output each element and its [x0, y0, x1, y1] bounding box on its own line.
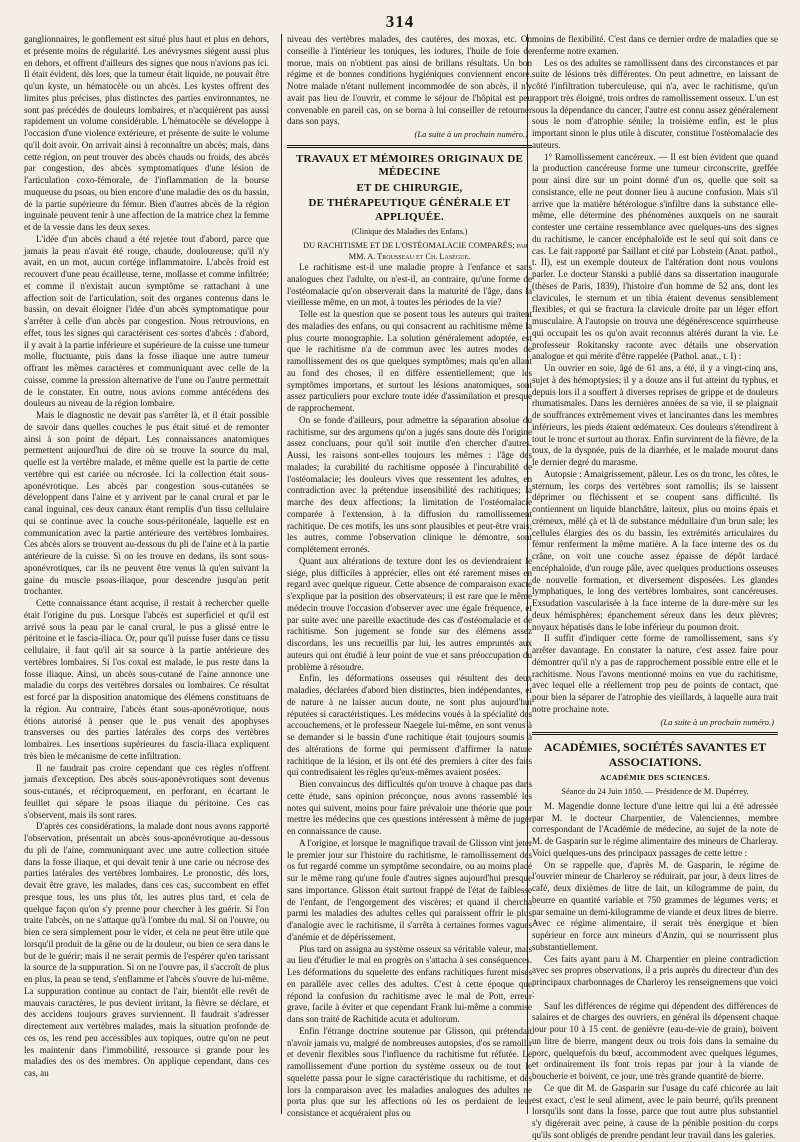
column-2: [287, 34, 532, 1119]
col3-paragraph-1: moins de flexibilité. C'est dans ce dernier ordre de maladies que se renferme notre examen.: [532, 34, 778, 56]
academies-divider: [532, 732, 778, 735]
col2-paragraph-3: On se fonde d'ailleurs, pour admettre la séparation absolue du rachitisme, sur des argumens qu'on a jugés sans doute dès l'origine assez concluans, pour qu'il soit inutile d'en chercher d'autres. Aussi, les raisons sont-elles toujours les mêmes : l'âge des malades; la curabilité du rachitisme opposée à l'incurabilité de l'ostéomalacie; les douleurs vives que ressentent les adultes, en contradiction avec la prétendue insensibilité des rachitiques; la marche des deux affections; la limitation de l'ostéomalacie comparée à l'extension, à la diffusion du ramollissement rachitique. De ces motifs, les uns sont plausibles et peut-être vrais; les autres, comme l'observation clinique le démontre, sont complétement erronés.: [287, 414, 532, 554]
col2-continuation: niveau des vertèbres malades, des cautères, des moxas, etc. On conseille à l'intérieur les toniques, les iodures, l'huile de foie de morue, mais on n'obtient pas ainsi de brillans résultats. Un bon régime et de bonnes conditions hygiéniques conviennent encore. Notre malade n'étant nullement incommodée de son abcès, il n'y avait pas lieu de l'ouvrir, et comme le séjour de l'hôpital est peu convenable en pareil cas, on se borna à lui conseiller de retourner dans son pays.: [287, 34, 532, 127]
col1-paragraph-6: D'après ces considérations, la malade dont nous avons rapporté l'observation, présentait un abcès sous-aponévrotique au-dessous du pli de l'aine, communiquant avec une autre collection située dans la fosse iliaque, et qui devait tenir à une carie ou nécrose des parties latérales des vertèbres lombaires. Le pronostic, dès lors, devait être grave, les malades, dans ces cas, succombent en effet presque tous, les uns plus tôt, les autres plus tard, et cela de quelque façon qu'on s'y prenne pour chercher à les guérir. Si l'on traite l'abcès, on ne s'attaque qu'à l'ombre du mal. Si on l'ouvre, ou bien ce sera simplement pour le vider, et cela ne peut être utile que lorsqu'il produit de la gêne ou de la douleur, ou bien ce sera dans le but de le guérir; mais il ne serait permis de l'espérer qu'en tarissant la source de la suppuration. Si on ne l'ouvre pas, il s'accroît de plus en plus, la peau se tend, s'enflamme et l'abcès s'ouvre de lui-même. La suppuration continue au contact de l'air, bientôt elle revêt de mauvais caractères, le pus devient irritant, la fièvre se déclare, et des accidens toujours graves surviennent. Il faudrait s'adresser directement aux vertèbres malades, mais la situation profonde de ces os, les rend peu accessibles aux topiques, outre qu'on ne peut les maintenir dans l'immobilité, ressource si grande pour les maladies des os des membres. On applique cependant, dans ces cas, au: [24, 821, 269, 1078]
column-3: [532, 34, 778, 1140]
section-divider: [287, 145, 532, 148]
col2-paragraph-4: Quant aux altérations de texture dont les os deviendraient le siége, plus difficiles à apprécier, elles ont été rarement mises en regard avec quelque rigueur. Cette absence de comparaison exacte s'explique par la position des observateurs; il est rare que le même médecin trouve l'occasion d'observer avec une égale fréquence, et par suite avec une pareille exactitude des cas d'ostéomalacie et de rachitisme. Son jugement se fonde sur des élémens assez discordans, les uns recueillis par lui, les autres empruntés aux auteurs qui ont étudié à leur point de vue et sans préoccupation du problème à résoudre.: [287, 555, 532, 672]
col3b-paragraph-2: On se rappelle que, d'après M. de Gasparin, le régime de l'ouvrier mineur de Charleroy se réduirait, par jour, à deux litres de café, deux dixièmes de litre de lait, un kilogramme de pain, du beurre en quantité variable et 750 grammes de légumes verts; et par semaine un demi-kilogramme de viande et deux litres de bierre. Avec ce régime alimentaire, il serait très énergique et bien supérieur en force aux mineurs d'Anzin, qui se nourrissent plus substantiellement.: [532, 859, 778, 952]
academie-des-sciences-heading: ACADÉMIE DES SCIENCES.: [600, 773, 710, 783]
col1-paragraph-3: Mais le diagnostic ne devait pas s'arrêter là, et il était possible de savoir dans quelles couches le pus était situé et de remonter ainsi à son point de départ. Les connaissances anatomiques permettent aujourd'hui de dire où se trouve la source du mal, quelle est la vertèbre malade, et même quelle est la partie de cette vertèbre qui est cariée ou nécrosée. Ici la collection était sous-aponévrotique. Les abcès par congestion sous-cutanées se développent dans l'aine et y arrivent par le canal crural et par le canal inguinal, ces deux canaux étant remplis d'un tissu cellulaire qui se continue avec la couche sous-péritonéale, laquelle est en communication avec la partie antérieure des vertèbres lombaires. Ces abcès alors se trouvent au-dessous du pli de l'aine et à la partie antérieure de la cuisse. Si on les trouve en dedans, ils sont sous-aponévrotiques, car ils ne peuvent être venus là qu'en suivant la gaine du muscle psoas-iliaque, pour descendre jusqu'au petit trochanter.: [24, 410, 269, 597]
col3-to-be-continued: (La suite à un prochain numéro.): [660, 716, 774, 727]
col3-paragraph-5: Autopsie : Amaigrissement, pâleur. Les os du tronc, les côtes, le sternum, les corps des vertèbres sont ramollis; ils se laissent déprimer ou fléchissent et se coupent sans difficulté. Ils contiennent un liquide blanchâtre, laiteux, plus ou moins épais et crémeux, mêlé çà et là de substance médullaire d'un brun sale; les cellules élargies des os du bassin, les extrémités articulaires du fémur renferment la même matière. A la face interne des os du crâne, on voit une couche assez épaisse de dépôt lardacé encéphaloïde, d'un rouge pâle, avec quelques productions osseuses de nouvelle formation, et diversement disposées. Les glandes lymphatiques, le long des vertèbres lombaires, sont cancéreuses. Exsudation vascularisée à la face interne de la dure-mère sur les deux hémisphères; épanchement séreux dans les deux plèvres; noyaux hépatisés dans le lobe inférieur du poumon droit.: [532, 468, 778, 632]
col3b-paragraph-4: Sauf les différences de régime qui dépendent des différences de salaires et de charges des ouvriers, en général ils dépensent chaque jour pour 10 à 15 cent. de genièvre (eau-de-vie de grain), boivent un litre de bierre, mangent deux ou trois fois dans la semaine du porc, quelquefois du bœuf, accommodent avec quelques légumes, et ordinairement ils font trois repas par jour à la viande de boucherie et boivent, ce jour, une très grande quantité de bierre.: [532, 1000, 778, 1081]
col2-paragraph-9: Enfin l'étrange doctrine soutenue par Glisson, qui prétendait n'avoir jamais vu, malgré de nombreuses autopsies, d'os se ramollir et devenir flexibles sous l'influence du rachitisme fut réfutée. Le ramollissement d'une portion du système osseux ou de tout le squelette passa pour le signe caractéristique du rachitisme, et dès lors la comparaison avec les maladies analogues des adultes ne porta plus que sur les affections où les os perdaient de leur consistance et acquéraient plus ou: [287, 1025, 532, 1118]
seance-line: Séance du 24 Juin 1850. — Présidence de M. Dupérrey.: [561, 787, 749, 796]
col3b-paragraph-5: Ce que dit M. de Gasparin sur l'usage du café chicorée au lait est exact, c'est le seul aliment, avec le pain beurré, qu'ils prennent lorsqu'ils sont dans la fosse, parce que tout autre plus substantiel s'y digérerait avec peine, à cause de la pénible position du corps qu'ils sont obligés de prendre pendant leur travail dans les galeries.: [532, 1082, 778, 1140]
column-rule-left: [281, 34, 282, 1114]
col3-paragraph-3: 1° Ramollissement cancéreux. — Il est bien évident que quand la production cancéreuse forme une tumeur circonscrite, greffée pour ainsi dire sur un point donné d'un os, quelle que soit sa consistance, elle ne peut donner lieu à aucune confusion. Mais s'il arrive que la matière hétérologue s'infiltre dans la substance elle-même, elle détermine des phénomènes auxquels on ne saurait contester une certaine ressemblance avec quelques-uns des signes du rachitisme, le cancer encéphaloïde est le seul qui soit dans ce cas. Le fait rapporté par Saillant et cité par Lobstein (Anat. pathol., t. II), est un exemple douteux de l'altération dont nous voulons parler. Le docteur Stanski a publié dans sa dissertation inaugurale (thèses de Paris, 1839), l'histoire d'un homme de 52 ans, dont les clavicules, le sternum et un tibia étaient devenus sensiblement flexibles, et qui se fractura la clavicule droite par un léger effort musculaire. A l'autopsie on trouva une dégénérescence squirrheuse qui occupait les os qu'on avait reconnus altérés durant la vie. Le professeur Rokitansky raconte avec détails une observation analogue et qui mérite d'être rappelée (Pathol. anat., t. I) :: [532, 151, 778, 362]
col2-paragraph-8: Plus tard on assigna au système osseux sa véritable valeur, mais au lieu d'étudier le mal en progrès on s'attacha à ses conséquences. Les déformations du squelette des enfans rachitiques furent mises en parallèle avec celles des adultes. C'est à cette époque que répond la confusion du rachitisme avec le mal de Pott, erreur grave, facile à éviter et que cependant Frank lui-même a commise dans son traité de Rachitide acuta et adultorum.: [287, 943, 532, 1024]
col1-paragraph-2: L'idée d'un abcès chaud a été rejetée tout d'abord, parce que jamais la peau n'avait été rouge, chaude, douloureuse; qu'il n'y avait, en un mot, aucun cortége inflammatoire. L'abcès froid est recouvert d'une peau écailleuse, terne, mollasse et comme infiltrée; et comme il n'existait aucun symptôme se rattachant à une affection soit de l'articulation, soit des organes contenus dans le bassin, on devait éloigner l'idée d'un abcès symptomatique pour s'arrêter à celle d'un abcès par congestion. Nous retrouvions, en effet, tous les signes qui caractérisent ces sortes d'abcès : d'abord, il y avait à la partie inférieure et supérieure de la cuisse une tumeur molle, fluctuante, puis dans la fosse iliaque une autre tumeur offrant les mêmes caractères et communiquant avec celle de la cuisse, comme la pression alternative de l'une ou l'autre permettait de le constater. En outre, nous avions comme antécédens des douleurs au niveau de la région lombaire.: [24, 233, 269, 409]
section-title-line-1: TRAVAUX ET MÉMOIRES ORIGINAUX DE MÉDECINE: [295, 152, 524, 179]
academies-title: ACADÉMIES, SOCIÉTÉS SAVANTES ET ASSOCIATIONS.: [543, 740, 767, 770]
col1-paragraph-1: ganglionnaires, le gonflement est situé plus haut et plus en dehors, et présente moins de régularité. Les anévrysmes siégent aussi plus en dehors, et offrent d'ailleurs des signes que nous n'avions pas ici. Il était évident, dès lors, que la tumeur était liquide, ne pouvait être qu'un kyste, un hématocèle ou un abcès. Les kystes offrent des limites plus précises, plus distinctes des parties environnantes, ne sont pas précédés de douleurs lombaires, et n'acquièrent pas aussi rapidement un volume considérable. L'hématocèle se développe à l'occasion d'une violence extérieure, et présente de suite le volume qu'il doit avoir. On arrivait ainsi à reconnaître un abcès; mais, dans cette région, on peut trouver des abcès chauds ou froids, des abcès par congestion, des abcès symptomatiques d'une lésion de l'articulation coxo-fémorale, de l'inflammation de la bourse muqueuse du psoas, ou bien encore d'une maladie des os du bassin, de la partie supérieure du fémur. Bien d'autres abcès de la région inguinale peuvent tenir à une affection de la matrice chez la femme et de la vessie dans les deux sexes.: [24, 34, 269, 232]
col2-paragraph-7: A l'origine, et lorsque le magnifique travail de Glisson vint jeter le premier jour sur l'histoire du rachitisme, le ramollissement des os fut regardé comme un symptôme secondaire, ou au moins placé sur le même rang qu'une foule d'autres signes aujourd'hui presque sans importance. Glisson était surtout frappé de l'état de faiblesse de l'enfant, de l'engorgement des viscères; et quand il chercha parmi les maladies des adultes celles qui paraissent offrir le plus d'analogie avec le rachitisme, il s'arrêta à certaines formes vagues d'anémie et de dépérissement.: [287, 837, 532, 942]
col1-paragraph-4: Cette connaissance étant acquise, il restait à rechercher quelle était l'origine du pus. Lorsque l'abcès est superficiel et qu'il est arrivé sous la peau par le canal crural, le pus a glissé entre le péritoine et le fascia-iliaca. Or, pour qu'il puisse fuser dans ce tissu cellulaire, il faut qu'il ait sa source à la partie antérieure des vertèbres lombaires. Si l'os coxal est malade, le pus reste dans la fosse iliaque. Ainsi, un abcès sous-cutané de l'aine annonce une maladie du corps des vertèbres dorsales ou lombaires. Ce résultat est forcé par la disposition anatomique des élémens constituans de la région. Au contraire, l'abcès étant sous-aponévrotique, nous étions autorisé à penser que le pus venait des apophyses transverses ou des parties latérales des corps des vertèbres lombaires. Les insertions supérieures du fascia-iliaca expliquent très bien le mécanisme de cette infiltration.: [24, 598, 269, 761]
col2-to-be-continued: (La suite à un prochain numéro.): [414, 129, 528, 139]
col3-paragraph-2: Les os des adultes se ramollissent dans des circonstances et par suite de lésions très différentes. On peut admettre, en laissant de côté l'infiltration tuberculeuse, qui n'a, avec le rachitisme, qu'un rapport très éloigné, trois ordres de ramollissement osseux. L'un est sous la dépendance du cancer, l'autre est connu assez généralement sous le nom d'atrophie sénile; la troisième enfin, est le plus important sinon le plus utile à discuter, constitue l'ostéomalacie des auteurs.: [532, 57, 778, 150]
col1-paragraph-5: Il ne faudrait pas croire cependant que ces règles n'offrent jamais d'exception. Des abcès sous-aponévrotiques sont devenus sous-cutanés, et réciproquement, en perforant, en écartant le feuillet qui sépare le psoas iliaque du péritoine. Ces cas s'observent, mais ils sont rares.: [24, 762, 269, 820]
article-title: DU RACHITISME ET DE L'OSTÉOMALACIE COMPARÉS; par MM. A. Trousseau et Ch. Lasègue.: [303, 241, 528, 261]
col3-paragraph-4: Un ouvrier en soie, âgé de 61 ans, a été, il y a vingt-cinq ans, sujet à des hémoptysies; il y a douze ans il fut atteint du typhus, et depuis lors il a souffert à diverses reprises de grippe et de douleurs rhumatismales. Dans les dernières années de sa vie, il se plaignait de souffrances extrêmement vives et lancinantes dans les membres inférieurs, les pieds étaient œdémateux. Ces douleurs s'étendirent à tout le tronc et surtout au thorax. Enfin survinrent de la fièvre, de la toux, de la dyspnée, puis de la diarrhée, et le malade mourut dans le dernier degré du marasme.: [532, 363, 778, 467]
col3b-paragraph-3: Ces faits ayant paru à M. Charpentier en pleine contradiction avec ses propres observations, il a pris auprès du directeur d'un des principaux charbonnages de Charleroy les renseignemens que voici :: [532, 953, 778, 999]
section-title-line-2: ET DE CHIRURGIE,: [356, 181, 463, 194]
col3-paragraph-6: Il suffit d'indiquer cette forme de ramollissement, sans s'y arrêter davantage. En constater la nature, c'est assez faire pour démontrer qu'il n'y a pas de rapprochement possible entre elle et le rachitisme. Nous l'avons mentionné moins en vue du rachitisme, avec lequel elle a réellement trop peu de points de contact, que pour bien la séparer de l'atrophie des vieillards, à laquelle aura trait notre prochaine note.: [532, 633, 778, 714]
col2-paragraph-6: Bien convaincus des difficultés qu'on trouve à chaque pas dans cette étude, sans opinion préconçue, nous avons rassemblé les notes qui suivent, moins pour faire prévaloir une théorie que pour mettre les médecins que ces questions intéressent à même de juger en connaissance de cause.: [287, 779, 532, 836]
col2-paragraph-5: Enfin, les déformations osseuses qui résultent des deux maladies, déclarées d'abord bien distinctes, bien indépendantes, et de nature à ne laisser aucun doute, ne sont plus aujourd'hui réputées si caractéristiques. Les médecins voués à la spécialité des accouchemens, et le professeur Naegele lui-même, en sont venus à se demander si le bassin d'une rachitique était toujours soumis à des altérations de forme qui permissent d'affirmer la nature rachitique de la lésion, et ils ont été des premiers à citer des faits qui contredisaient les règles qu'eux-mêmes avaient posées.: [287, 673, 532, 778]
page-number: 314: [385, 12, 415, 31]
section-subtitle: (Clinique des Maladies des Enfans.): [351, 227, 468, 237]
col3b-paragraph-1: M. Magendie donne lecture d'une lettre qui lui a été adressée par M. le docteur Charpentier, de Valenciennes, membre correspondant de l'Académie de médecine, au sujet de la note de M. de Gasparin sur le régime alimentaire des mineurs de Charleray. Voici quelques-uns des principaux passages de cette lettre :: [532, 800, 778, 858]
column-1: [24, 34, 269, 1119]
col2-paragraph-2: Telle est la question que se posent tous les auteurs qui traitent des maladies des enfans, ou qui consacrent au rachitisme même la plus courte monographie. La solution généralement adoptée, est que le rachitisme n'a de commun avec les autres modes de ramollissement des os que quelques symptômes; mais qu'en allant au fond des choses, il en diffère essentiellement; que les symptômes importans, et surtout les lésions anatomiques, sont assez particuliers pour exclure toute idée d'assimilation et presque de rapprochement.: [287, 309, 532, 413]
col2-paragraph-1: Le rachitisme est-il une maladie propre à l'enfance et sans analogues chez l'adulte, ou n'est-il, au contraire, qu'une forme de l'ostéomalacie qu'on observerait dans la maturité de l'âge, dans la vieillesse même, en un mot, à toutes les périodes de la vie?: [287, 262, 532, 308]
section-title-line-3: DE THÉRAPEUTIQUE GÉNÉRALE ET APPLIQUÉE.: [308, 197, 511, 223]
